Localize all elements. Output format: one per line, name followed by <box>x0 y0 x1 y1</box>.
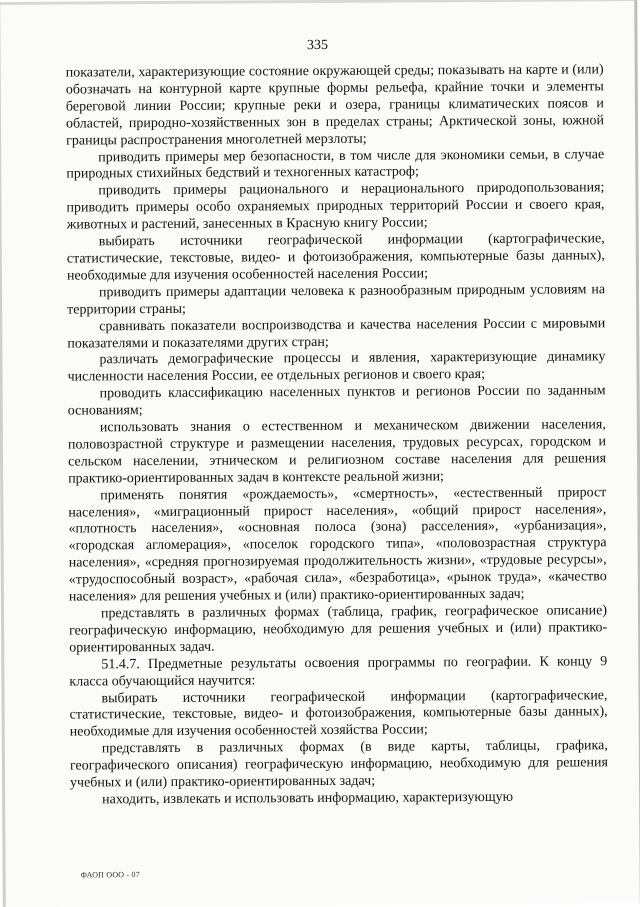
paragraph: выбирать источники географической информации (картографические, статистические, текстовые, видео- и фотоизображения, компьютерные базы данных), необходимые для изучения особенностей населения России; <box>66 231 605 284</box>
scan-edge-top <box>0 0 637 5</box>
paragraph: представлять в различных формах (таблица, график, географическое описание) географическую информацию, необходимую для решения учебных и (или) практико-ориентированных задач. <box>69 603 608 656</box>
paragraph: приводить примеры адаптации человека к разнообразным природным условиям на территории страны; <box>67 282 606 318</box>
paragraph: выбирать источники географической информации (картографические, статистические, текстовые, видео- и фотоизображения, компьютерные базы данных), необходимые для изучения особенностей хозяйства России; <box>69 687 608 740</box>
paragraph: приводить примеры мер безопасности, в том числе для экономики семьи, в случае природных стихийных бедствий и техногенных катастроф; <box>66 146 605 182</box>
paragraph: различать демографические процессы и явления, характеризующие динамику численности населения России, ее отдельных регионов и своего края; <box>67 349 606 385</box>
paragraph: показатели, характеризующие состояние окружающей среды; показывать на карте и (или) обозначать на контурной карте крупные формы рельефа, крайние точки и элементы береговой линии России; крупные реки и озера, границы климатических поясов и областей, природно-хозяйственных зон в пределах страны; Арктической зоны, южной границы распространения многолетней мерзлоты; <box>65 62 605 149</box>
paragraph: проводить классификацию населенных пунктов и регионов России по заданным основаниям; <box>67 383 606 419</box>
paragraph: использовать знания о естественном и механическом движении населения, половозрастной структуре и размещении населения, трудовых ресурсах, городском и сельском населении, этническом и религиозном составе населения для решения практико-ориентированных задач в контексте реальной жизни; <box>67 417 607 487</box>
body-text <box>66 62 609 809</box>
paragraph: находить, извлекать и использовать информацию, характеризующую <box>102 789 514 808</box>
paragraph: представлять в различных формах (в виде карты, таблицы, графика, географического описания) географическую информацию, необходимую для решения учебных и (или) практико-ориентированных задач; <box>69 738 608 791</box>
paragraph: 51.4.7. Предметные результаты освоения программы по географии. К концу 9 класса обучающийся научится: <box>69 653 608 690</box>
scan-edge-right <box>634 0 640 903</box>
footer-code: ФАОП ООО - 07 <box>80 870 140 880</box>
paragraph: применять понятия «рождаемость», «смертность», «естественный прирост населения», «миграционный прирост населения», «общий прирост населения», «плотность населения», «основная полоса (зона) расселения», «урбанизация», «городская агломерация», «поселок городского типа», «половозрастная структура населения», «средняя прогнозируемая продолжительность жизни», «трудовые ресурсы», «трудоспособный возраст», «рабочая сила», «безработица», «рынок труда», «качество населения» для решения учебных и (или) практико-ориентированных задач; <box>68 484 607 605</box>
paragraph: приводить примеры рационального и нерационального природопользования; приводить примеры особо охраняемых природных территорий России и своего края, животных и растений, занесенных в Красную книгу России; <box>66 180 605 233</box>
paragraph: сравнивать показатели воспроизводства и качества населения России с мировыми показателями и показателями других стран; <box>67 315 606 352</box>
page-number: 335 <box>306 37 329 54</box>
scan-edge-left <box>0 2 6 907</box>
